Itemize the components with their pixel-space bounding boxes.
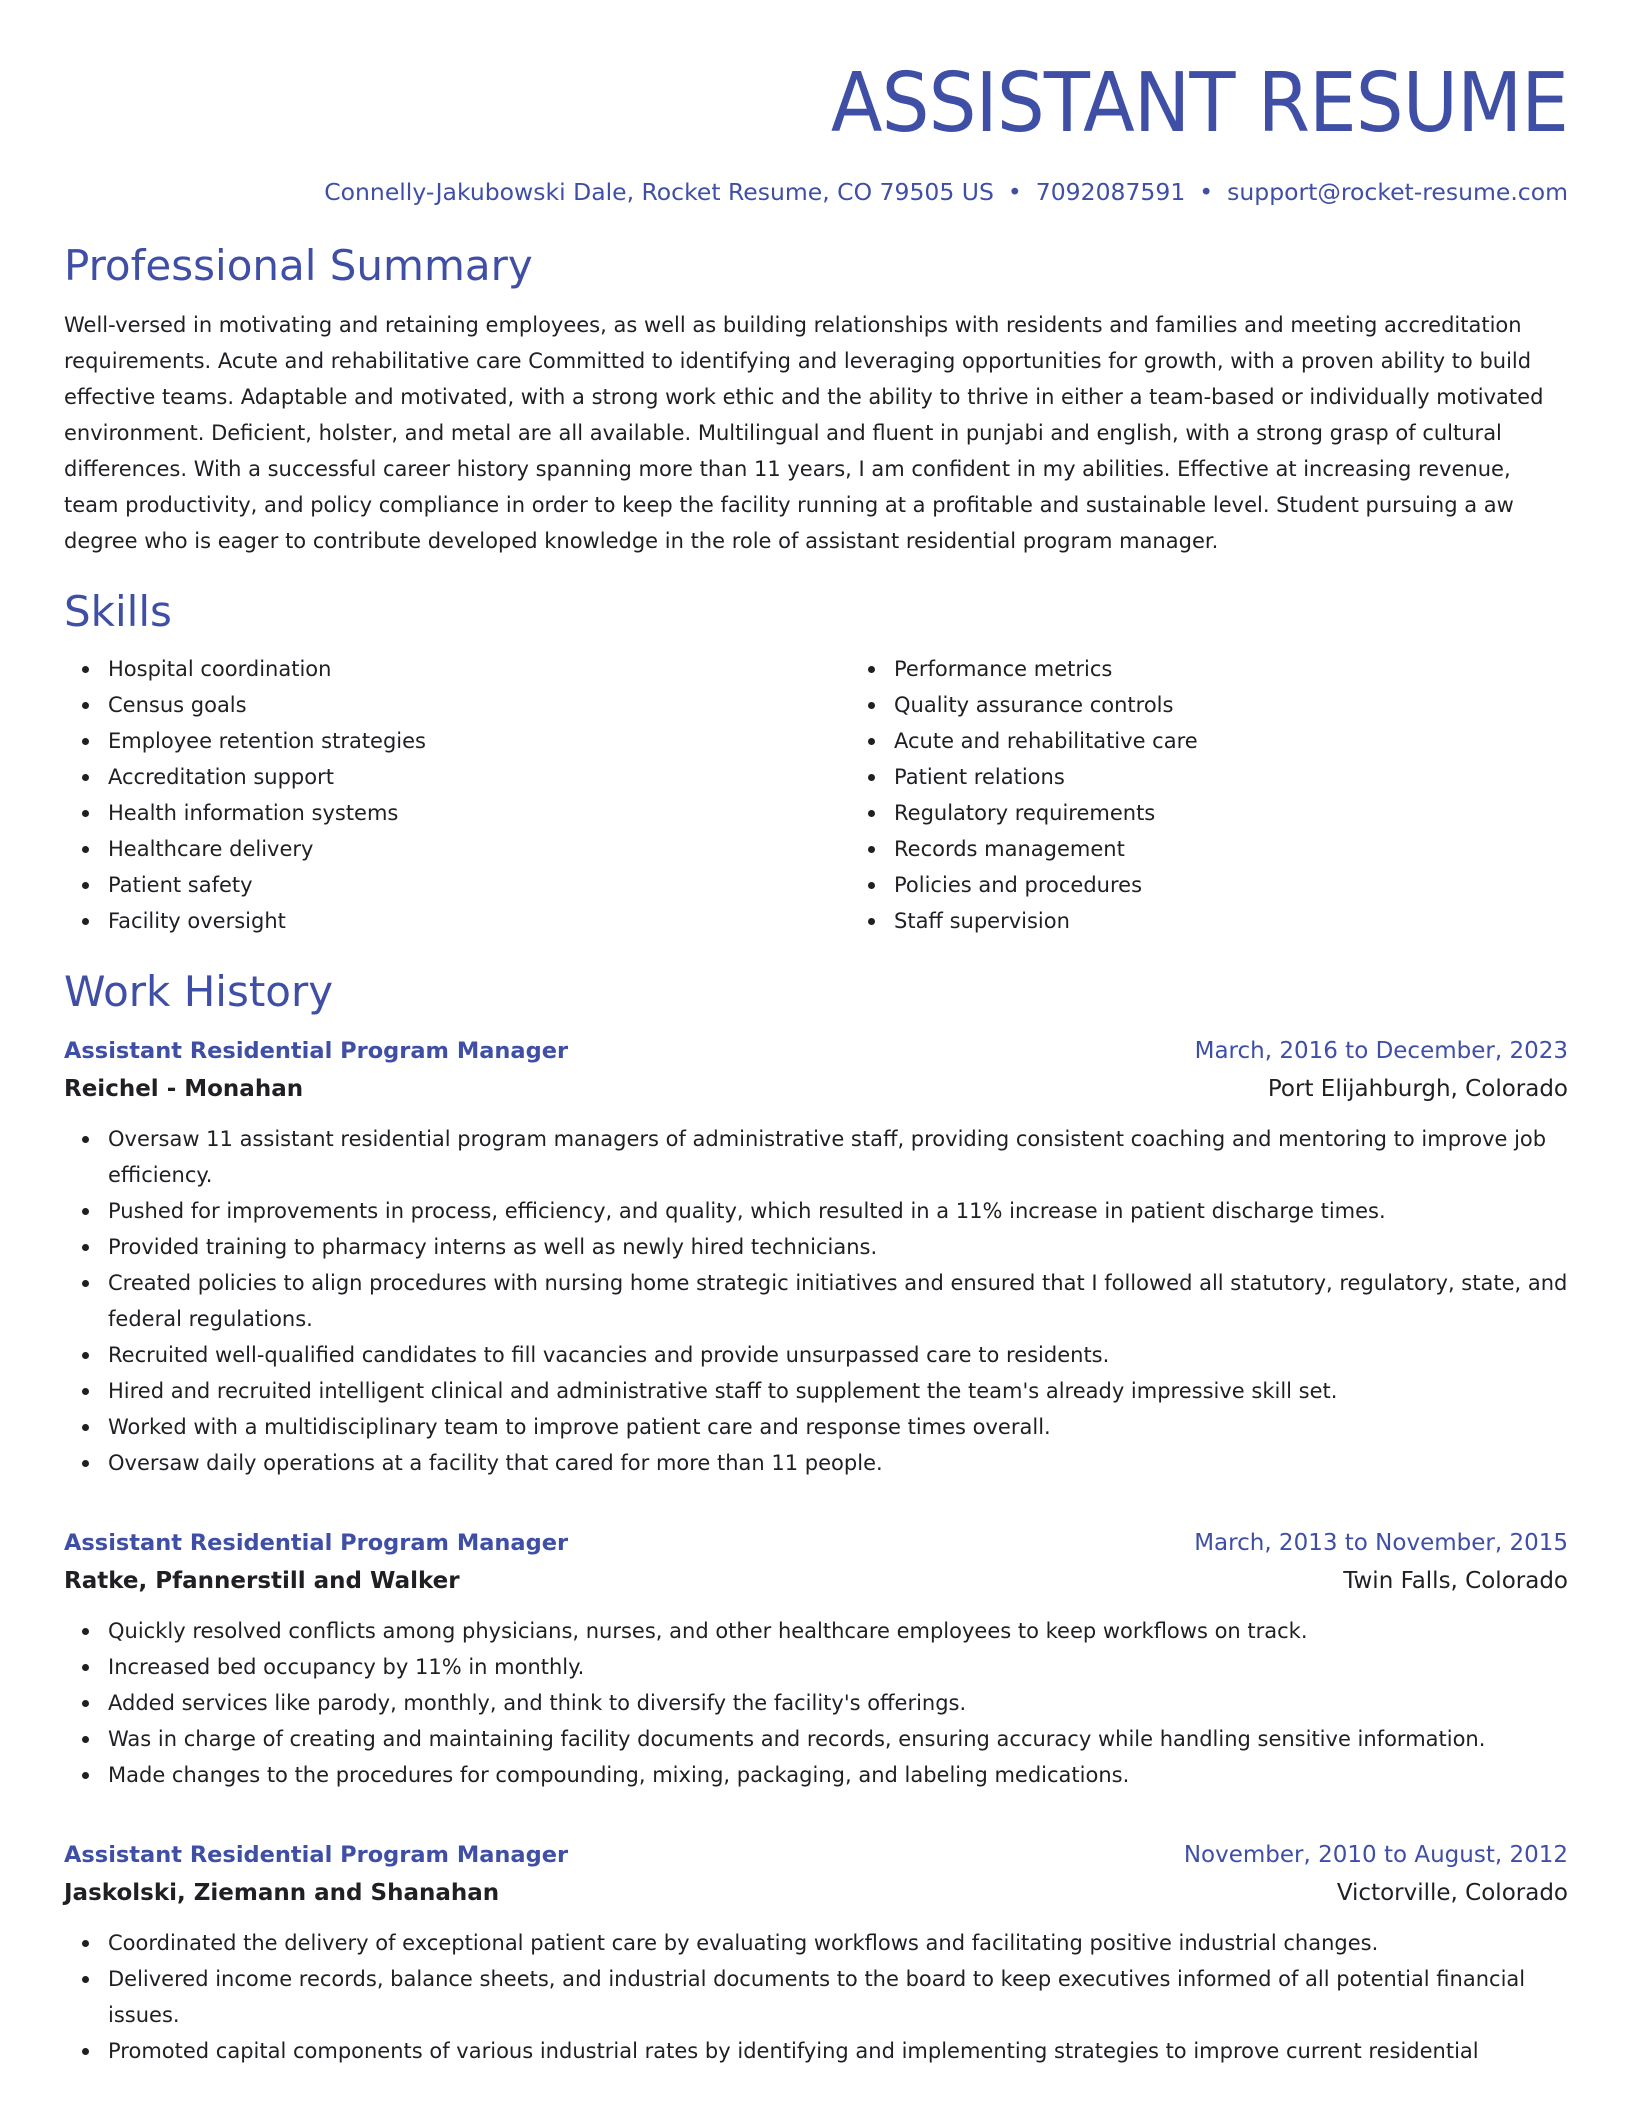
job-entry: [64, 1837, 1568, 2069]
skill-item: Staff supervision: [894, 903, 1632, 939]
job-bullet: Coordinated the delivery of exceptional patient care by evaluating workflows and facilitating positive industrial changes.: [108, 1925, 1568, 1961]
skill-item: Regulatory requirements: [894, 795, 1632, 831]
skill-item: Records management: [894, 831, 1632, 867]
job-location: Port Elijahburgh, Colorado: [1267, 1076, 1568, 1102]
skill-item: Employee retention strategies: [108, 723, 850, 759]
job-bullet: Recruited well-qualified candidates to fill vacancies and provide unsurpassed care to residents.: [108, 1337, 1568, 1373]
summary-text: Well-versed in motivating and retaining employees, as well as building relationships with residents and families and meeting accreditation requirements. Acute and rehabilitative care Committed to identifying and leveraging opportunities for growth, with a proven ability to build effective teams. Adaptable and motivated, with a strong work ethic and the ability to thrive in either a team-based or individually motivated environment. Deficient, holster, and metal are all available. Multilingual and fluent in punjabi and english, with a strong grasp of cultural differences. With a successful career history spanning more than 11 years, I am confident in my abilities. Effective at increasing revenue, team productivity, and policy compliance in order to keep the facility running at a profitable and sustainable level. Student pursuing a aw degree who is eager to contribute developed knowledge in the role of assistant residential program manager.: [64, 313, 1544, 553]
skill-item: Hospital coordination: [108, 651, 850, 687]
contact-email: support@rocket-resume.com: [1227, 178, 1568, 206]
job-title: Assistant Residential Program Manager: [64, 1842, 569, 1868]
contact-phone: 7092087591: [1035, 178, 1186, 206]
job-dates: March, 2013 to November, 2015: [1194, 1530, 1568, 1556]
job-header-row: [64, 1033, 1568, 1069]
job-company-row: [64, 1561, 1568, 1601]
job-bullet: Was in charge of creating and maintaining facility documents and records, ensuring accuracy while handling sensitive information.: [108, 1721, 1568, 1757]
job-bullet: Promoted capital components of various industrial rates by identifying and implementing strategies to improve current residential: [108, 2033, 1568, 2069]
job-bullet: Made changes to the procedures for compounding, mixing, packaging, and labeling medications.: [108, 1757, 1568, 1793]
job-company: Reichel - Monahan: [64, 1076, 304, 1102]
skill-item: Patient relations: [894, 759, 1632, 795]
skill-item: Quality assurance controls: [894, 687, 1632, 723]
job-location: Victorville, Colorado: [1336, 1880, 1568, 1906]
skills-list-left: [64, 651, 850, 939]
job-header-row: [64, 1525, 1568, 1561]
skill-item: Policies and procedures: [894, 867, 1632, 903]
job-company: Ratke, Pfannerstill and Walker: [64, 1568, 460, 1594]
contact-separator: •: [1199, 178, 1214, 206]
skill-item: Health information systems: [108, 795, 850, 831]
skills-heading: Skills: [64, 587, 172, 636]
contact-address: Connelly-Jakubowski Dale, Rocket Resume, CO 79505 US: [324, 178, 994, 206]
skills-grid: [64, 651, 1568, 939]
work-history-heading: Work History: [64, 967, 334, 1016]
skill-item: Acute and rehabilitative care: [894, 723, 1632, 759]
contact-line: [64, 176, 1568, 208]
summary-heading: Professional Summary: [64, 241, 533, 290]
job-header-row: [64, 1837, 1568, 1873]
skill-item: Facility oversight: [108, 903, 850, 939]
job-bullets: [64, 1121, 1568, 1481]
skill-item: Accreditation support: [108, 759, 850, 795]
job-bullet: Delivered income records, balance sheets, and industrial documents to the board to keep executives informed of all potential financial issues.: [108, 1961, 1568, 2033]
job-bullet: Provided training to pharmacy interns as well as newly hired technicians.: [108, 1229, 1568, 1265]
skill-item: Performance metrics: [894, 651, 1632, 687]
job-title: Assistant Residential Program Manager: [64, 1038, 569, 1064]
job-title: Assistant Residential Program Manager: [64, 1530, 569, 1556]
job-bullet: Hired and recruited intelligent clinical and administrative staff to supplement the team's already impressive skill set.: [108, 1373, 1568, 1409]
job-bullet: Oversaw 11 assistant residential program managers of administrative staff, providing consistent coaching and mentoring to improve job efficiency.: [108, 1121, 1568, 1193]
job-bullet: Increased bed occupancy by 11% in monthly.: [108, 1649, 1568, 1685]
job-bullet: Created policies to align procedures with nursing home strategic initiatives and ensured that I followed all statutory, regulatory, state, and federal regulations.: [108, 1265, 1568, 1337]
job-entry: [64, 1033, 1568, 1481]
job-bullet: Worked with a multidisciplinary team to improve patient care and response times overall.: [108, 1409, 1568, 1445]
skill-item: Patient safety: [108, 867, 850, 903]
skill-item: Healthcare delivery: [108, 831, 850, 867]
skills-list-right: [850, 651, 1632, 939]
job-bullet: Oversaw daily operations at a facility that cared for more than 11 people.: [108, 1445, 1568, 1481]
job-dates: March, 2016 to December, 2023: [1194, 1038, 1568, 1064]
job-company-row: [64, 1873, 1568, 1913]
job-bullets: [64, 1613, 1568, 1793]
job-bullets: [64, 1925, 1568, 2069]
job-bullet: Quickly resolved conflicts among physicians, nurses, and other healthcare employees to keep workflows on track.: [108, 1613, 1568, 1649]
job-bullet: Added services like parody, monthly, and think to diversify the facility's offerings.: [108, 1685, 1568, 1721]
job-entry: [64, 1525, 1568, 1793]
job-location: Twin Falls, Colorado: [1343, 1568, 1568, 1594]
skill-item: Census goals: [108, 687, 850, 723]
job-company: Jaskolski, Ziemann and Shanahan: [64, 1880, 500, 1906]
resume-title: ASSISTANT RESUME: [830, 56, 1568, 151]
job-bullet: Pushed for improvements in process, efficiency, and quality, which resulted in a 11% increase in patient discharge times.: [108, 1193, 1568, 1229]
job-company-row: [64, 1069, 1568, 1109]
job-dates: November, 2010 to August, 2012: [1183, 1842, 1568, 1868]
contact-separator: •: [1007, 178, 1022, 206]
